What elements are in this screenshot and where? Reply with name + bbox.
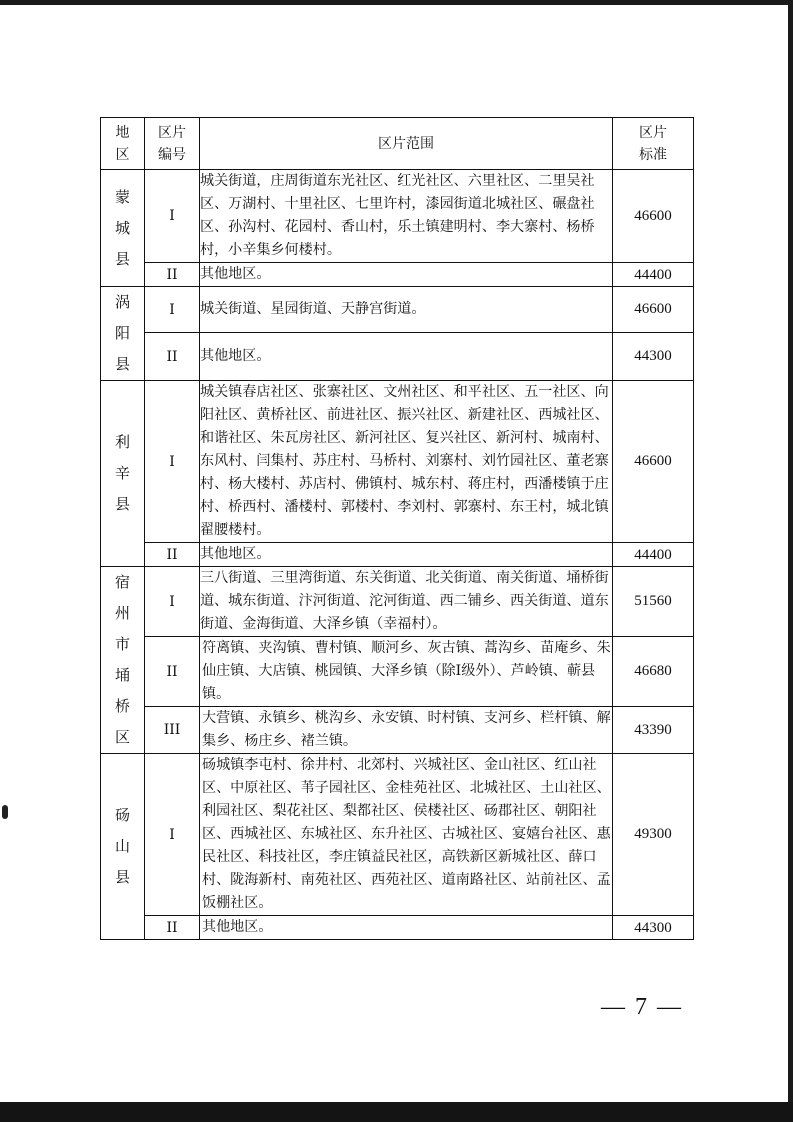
region-cell: 涡阳县 [101, 287, 145, 381]
zone-standard: 44400 [613, 543, 694, 567]
zone-standard: 44300 [613, 916, 694, 940]
zone-scope: 大营镇、永镇乡、桃沟乡、永安镇、时村镇、支河乡、栏杆镇、解集乡、杨庄乡、褚兰镇。 [200, 707, 613, 754]
zone-code: II [145, 543, 200, 567]
zone-code: II [145, 916, 200, 940]
table-row [101, 637, 694, 707]
zone-code: II [145, 263, 200, 287]
zone-scope: 其他地区。 [200, 916, 613, 940]
zone-standard: 51560 [613, 567, 694, 637]
zone-scope: 其他地区。 [200, 543, 613, 567]
land-price-table [100, 117, 694, 940]
scan-border-bottom [0, 1102, 793, 1122]
table-row [101, 916, 694, 940]
zone-standard: 49300 [613, 754, 694, 916]
zone-scope: 城关镇春店社区、张寨社区、文州社区、和平社区、五一社区、向阳社区、黄桥社区、前进社区、振兴社区、新建社区、西城社区、和谐社区、朱瓦房社区、新河社区、复兴社区、新河村、城南村、东风村、闫集村、苏庄村、马桥村、刘寨村、刘竹园社区、董老寨村、杨大楼村、苏店村、佛镇村、城东村、蒋庄村，西潘楼镇于庄村、桥西村、潘楼村、郭楼村、李刘村、郭寨村、东王村，城北镇翟腰楼村。 [200, 381, 613, 543]
table-row [101, 754, 694, 916]
table-row [101, 543, 694, 567]
table-row [101, 381, 694, 543]
zone-scope: 其他地区。 [200, 263, 613, 287]
region-cell: 砀山县 [101, 754, 145, 940]
zone-code: III [145, 707, 200, 754]
zone-scope: 三八街道、三里湾街道、东关街道、北关街道、南关街道、埇桥街道、城东街道、汴河街道、沱河街道、西二铺乡、西关街道、道东街道、金海街道、大泽乡镇（幸福村）。 [200, 567, 613, 637]
table-header-row [101, 118, 694, 170]
table-row [101, 263, 694, 287]
table-row [101, 567, 694, 637]
zone-standard: 46600 [613, 287, 694, 333]
zone-scope: 砀城镇李屯村、徐井村、北郊村、兴城社区、金山社区、红山社区、中原社区、苇子园社区、金桂苑社区、北城社区、土山社区、利园社区、梨花社区、梨都社区、侯楼社区、砀郡社区、朝阳社区、西城社区、东城社区、东升社区、古城社区、宴嬉台社区、惠民社区、科技社区，李庄镇益民社区，高铁新区新城社区、薛口村、陇海新村、南苑社区、西苑社区、道南路社区、站前社区、孟饭棚社区。 [200, 754, 613, 916]
zone-code: II [145, 637, 200, 707]
zone-standard: 44300 [613, 333, 694, 381]
zone-scope: 其他地区。 [200, 333, 613, 381]
zone-code: I [145, 381, 200, 543]
table-row [101, 333, 694, 381]
region-cell: 蒙城县 [101, 170, 145, 287]
scan-border-right [788, 0, 793, 1122]
scan-border-top [0, 0, 793, 5]
zone-standard: 46600 [613, 170, 694, 263]
region-cell: 宿州市埇桥区 [101, 567, 145, 754]
zone-code: II [145, 333, 200, 381]
zone-code: I [145, 567, 200, 637]
zone-code: I [145, 170, 200, 263]
zone-code: I [145, 287, 200, 333]
zone-scope: 符离镇、夹沟镇、曹村镇、顺河乡、灰古镇、蒿沟乡、苗庵乡、朱仙庄镇、大店镇、桃园镇、大泽乡镇（除I级外）、芦岭镇、蕲县镇。 [200, 637, 613, 707]
page-number: — 7 — [601, 994, 683, 1020]
zone-standard: 44400 [613, 263, 694, 287]
zone-standard: 43390 [613, 707, 694, 754]
table-row [101, 707, 694, 754]
table-row [101, 170, 694, 263]
region-cell: 利辛县 [101, 381, 145, 567]
zone-scope: 城关街道、星园街道、天静宫街道。 [200, 287, 613, 333]
header-standard: 区片标准 [613, 118, 694, 170]
header-region: 地区 [101, 118, 145, 170]
zone-standard: 46600 [613, 381, 694, 543]
header-code: 区片编号 [145, 118, 200, 170]
zone-code: I [145, 754, 200, 916]
scan-mark [2, 805, 8, 819]
header-scope: 区片范围 [200, 118, 613, 170]
table-row [101, 287, 694, 333]
zone-scope: 城关街道，庄周街道东光社区、红光社区、六里社区、二里吴社区、万湖村、十里社区、七里许村，漆园街道北城社区、碾盘社区、孙沟村、花园村、香山村，乐土镇建明村、李大寨村、杨桥村，小辛集乡何楼村。 [200, 170, 613, 263]
zone-standard: 46680 [613, 637, 694, 707]
